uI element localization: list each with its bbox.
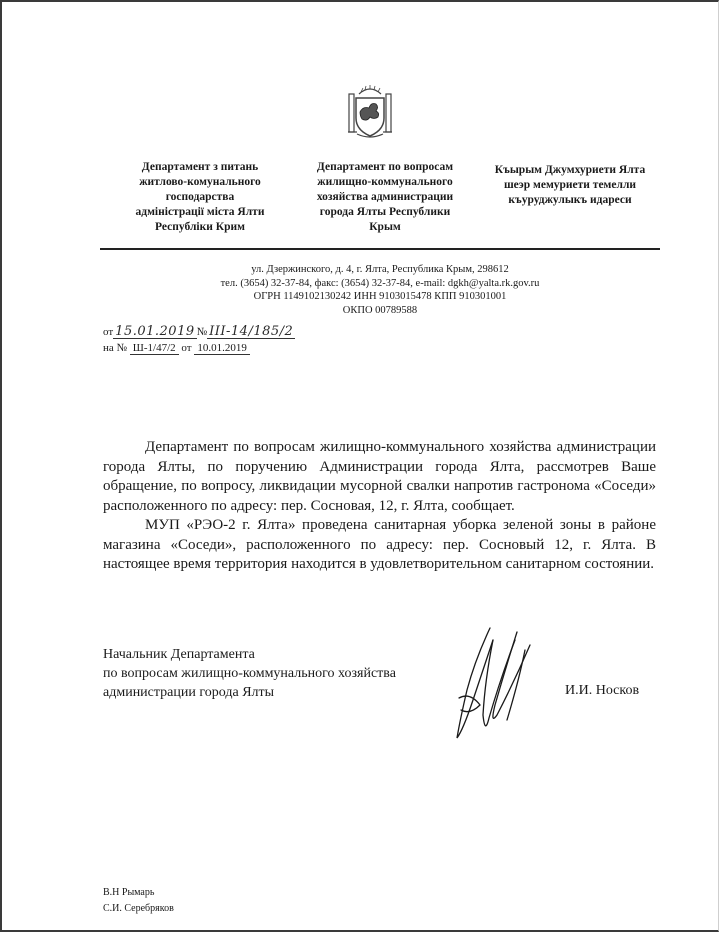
header-line: господарства [165,191,235,203]
header-line: житлово-комунального [139,176,261,188]
contact-address: ул. Дзержинского, д. 4, г. Ялта, Республика Крым, 298612 [251,264,509,275]
reply-to-label: на № [103,342,128,354]
contact-phones: тел. (3654) 32-37-84, факс: (3654) 32-37-84, e-mail: dgkh@yalta.rk.gov.ru [220,277,540,289]
header-line: хозяйства администрации [316,191,454,203]
position-line: по вопросам жилищно-коммунального хозяйства [103,666,396,681]
executor-name: С.И. Серебряков [103,903,174,914]
outgoing-date: 15.01.2019 [115,324,195,339]
header-line: къуруджулыкъ идареси [508,194,632,206]
position-line: Начальник Департамента [103,647,255,662]
signer-name: И.И. Носков [565,683,640,698]
header-line: жилищно-коммунального [317,176,453,188]
executor-name: В.Н Рымарь [103,887,155,898]
header-line: шеэр мемуриети темелли [503,179,637,191]
contact-registration-ids: ОГРН 1149102130242 ИНН 9103015478 КПП 910301001 [253,291,507,302]
handwritten-signature [445,620,555,760]
header-dept-crimean-tatar [470,163,670,208]
incoming-reference [103,341,295,357]
header-line: города Ялты Республики [319,206,451,218]
header-line: Крым [369,221,401,233]
header-dept-russian [290,160,480,235]
header-line: Республіки Крим [155,221,245,233]
contact-info [190,263,570,317]
outgoing-reference [103,325,295,341]
body-paragraph: Департамент по вопросам жилищно-коммунального хозяйства администрации города Ялты, по поручению Администрации города Ялта, рассмотрев Ваше обращение, по вопросу, ликвидации мусорной свалки напротив гастронома «Соседи» расположенного по адресу: пер. Сосновая, 12, г. Ялта, сообщает. [103,439,656,514]
incoming-from-label: от [181,342,192,354]
header-divider [100,248,660,250]
header-line: адміністрації міста Ялти [135,206,265,218]
header-line: Департамент по вопросам [316,161,454,173]
incoming-date: 10.01.2019 [194,342,250,355]
header-dept-ukrainian [100,160,300,235]
number-label: № [196,326,208,338]
incoming-number: Ш-1/47/2 [130,342,179,355]
header-line: Къырым Джумхуриети Ялта [494,164,646,176]
contact-okpo: ОКПО 00789588 [342,304,418,316]
crimea-coat-of-arms-icon [345,82,395,140]
reference-block [103,325,295,357]
header-line: Департамент з питань [141,161,259,173]
position-line: администрации города Ялты [103,685,275,700]
executors [103,885,174,917]
signature-position [103,645,396,702]
from-label: от [103,326,114,338]
outgoing-number: III-14/185/2 [209,324,294,339]
letter-body [103,438,656,575]
body-paragraph: МУП «РЭО-2 г. Ялта» проведена санитарная уборка зеленой зоны в районе магазина «Соседи», расположенного по адресу: пер. Сосновый 12, г. Ялта. В настоящее время территория находится в удовлетворительном санитарном состоянии. [103,517,656,572]
